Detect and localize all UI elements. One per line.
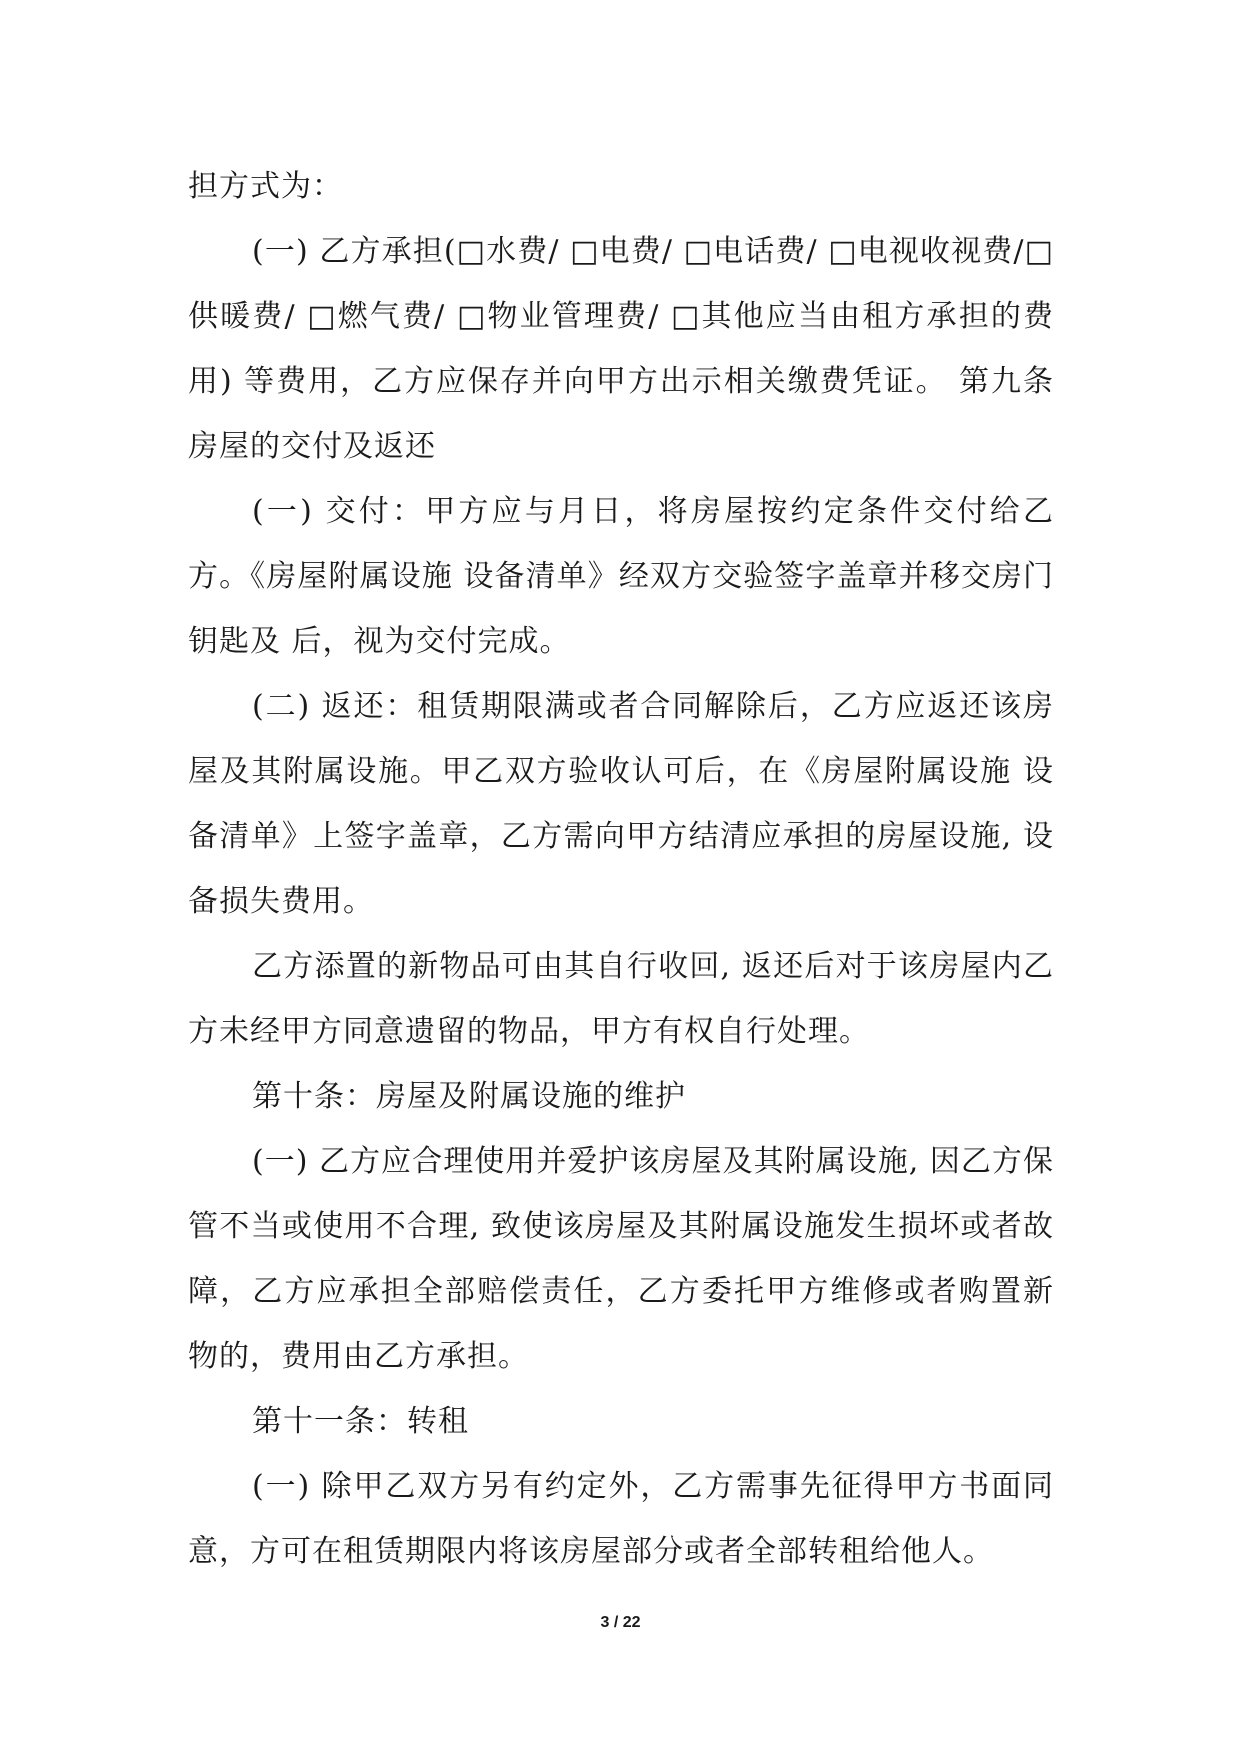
document-body [188,154,1054,1584]
paragraph: (二) 返还：租赁期限满或者合同解除后，乙方应返还该房屋及其附属设施。甲乙双方验收认可后，在《房屋附属设施 设备清单》上签字盖章，乙方需向甲方结清应承担的房屋设施, 设备损失费用。 [188,689,1054,919]
paragraph: 乙方添置的新物品可由其自行收回, 返还后对于该房屋内乙方未经甲方同意遗留的物品，甲方有权自行处理。 [188,949,1054,1049]
page-number: 3 / 22 [600,1614,641,1631]
section-heading: 第十条：房屋及附属设施的维护 [252,1079,686,1114]
paragraph: (一) 交付：甲方应与月日，将房屋按约定条件交付给乙方。《房屋附属设施 设备清单》经双方交验签字盖章并移交房门钥匙及 后，视为交付完成。 [188,494,1054,659]
paragraph: (一) 乙方承担(□水费/ □电费/ □电话费/ □电视收视费/□供暖费/ □燃气费/ □物业管理费/ □其他应当由租方承担的费用) 等费用，乙方应保存并向甲方出示相关缴费凭证。 第九条房屋的交付及返还 [188,234,1054,464]
paragraph: (一) 乙方应合理使用并爱护该房屋及其附属设施, 因乙方保管不当或使用不合理, 致使该房屋及其附属设施发生损坏或者故障，乙方应承担全部赔偿责任，乙方委托甲方维修或者购置新物的，费用由乙方承担。 [188,1144,1054,1374]
paragraph: (一) 除甲乙双方另有约定外，乙方需事先征得甲方书面同意，方可在租赁期限内将该房屋部分或者全部转租给他人。 [188,1469,1054,1569]
section-heading: 第十一条：转租 [252,1404,469,1439]
paragraph: 担方式为： [188,169,343,204]
